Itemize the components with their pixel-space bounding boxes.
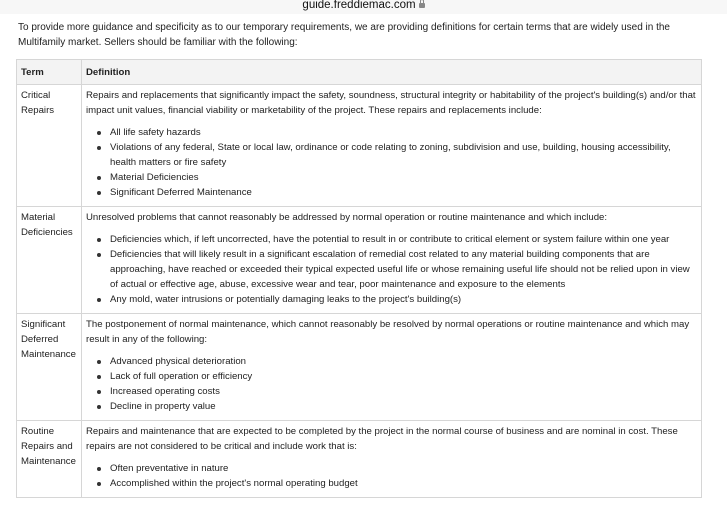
list-item (96, 125, 697, 140)
bullet-icon (97, 253, 101, 257)
list-item-text: Accomplished within the project's normal operating budget (110, 478, 358, 489)
definition-text: The postponement of normal maintenance, which cannot reasonably be resolved by normal operations or routine maintenance and which may result in any of the following: (86, 319, 690, 345)
definition-cell (82, 85, 702, 207)
definition-text: Repairs and replacements that significantly impact the safety, soundness, structural integrity or habitability of the project's building(s) and/or that impact unit values, financial viability or marketability of the project. These repairs and replacements include: (86, 90, 696, 116)
bullet-icon (97, 390, 101, 394)
list-item-text: Increased operating costs (110, 386, 220, 397)
column-header-term: Term (17, 60, 82, 85)
list-item (96, 399, 697, 414)
bullet-icon (97, 238, 101, 242)
term-cell: Significant Deferred Maintenance (17, 314, 82, 421)
list-item-text: Violations of any federal, State or local law, ordinance or code relating to zoning, subdivision and use, building, housing accessibility, health matters or fire safety (110, 142, 671, 168)
bullet-icon (97, 467, 101, 471)
term-cell: Material Deficiencies (17, 207, 82, 314)
list-item-text: Advanced physical deterioration (110, 356, 246, 367)
bullet-icon (97, 131, 101, 135)
list-item-text: Lack of full operation or efficiency (110, 371, 253, 382)
table-row (17, 85, 702, 207)
address-bar[interactable] (0, 0, 727, 14)
url-text[interactable]: guide.freddiemac.com (302, 0, 416, 11)
definition-text: Unresolved problems that cannot reasonably be addressed by normal operation or routine maintenance and which include: (86, 212, 608, 223)
bullet-icon (97, 146, 101, 150)
definition-text: Repairs and maintenance that are expected to be completed by the project in the normal course of business and are nominal in cost. These repairs are not considered to be critical and include work that is: (86, 426, 678, 452)
column-header-definition: Definition (82, 60, 702, 85)
definitions-table (16, 59, 702, 498)
table-row (17, 207, 702, 314)
list-item (96, 170, 697, 185)
table-row (17, 421, 702, 498)
bullet-list (86, 232, 697, 307)
bullet-icon (97, 482, 101, 486)
definition-cell (82, 421, 702, 498)
list-item (96, 247, 697, 292)
list-item-text: Deficiencies which, if left uncorrected, have the potential to result in or contribute to critical element or system failure within one year (110, 234, 670, 245)
list-item-text: Any mold, water intrusions or potentially damaging leaks to the project's building(s) (110, 294, 462, 305)
table-row (17, 314, 702, 421)
bullet-icon (97, 375, 101, 379)
intro-paragraph: To provide more guidance and specificity as to our temporary requirements, we are providing definitions for certain terms that are widely used in the Multifamily market. Sellers should be familiar with the following: (18, 22, 670, 48)
list-item-text: Deficiencies that will likely result in a significant escalation of remedial cost related to any material building components that are approaching, have reached or exceeded their typical expected useful life or whose remaining useful life should not be relied upon in view of actual or effective age, abuse, excessive wear and tear, poor maintenance and exposure to the elements (110, 249, 690, 290)
list-item (96, 232, 697, 247)
list-item (96, 140, 697, 170)
list-item-text: Often preventative in nature (110, 463, 229, 474)
definition-cell (82, 207, 702, 314)
term-cell: Critical Repairs (17, 85, 82, 207)
list-item (96, 354, 697, 369)
list-item (96, 369, 697, 384)
list-item-text: Significant Deferred Maintenance (110, 187, 252, 198)
bullet-icon (97, 191, 101, 195)
bullet-list (86, 461, 697, 491)
bullet-icon (97, 405, 101, 409)
list-item (96, 292, 697, 307)
term-cell: Routine Repairs and Maintenance (17, 421, 82, 498)
table-header-row (17, 60, 702, 85)
bullet-list (86, 354, 697, 414)
bullet-icon (97, 298, 101, 302)
list-item (96, 185, 697, 200)
lock-icon (419, 3, 425, 8)
list-item (96, 476, 697, 491)
list-item-text: Decline in property value (110, 401, 216, 412)
definition-cell (82, 314, 702, 421)
list-item (96, 384, 697, 399)
list-item (96, 461, 697, 476)
list-item-text: All life safety hazards (110, 127, 201, 138)
bullet-icon (97, 360, 101, 364)
bullet-list (86, 125, 697, 200)
bullet-icon (97, 176, 101, 180)
list-item-text: Material Deficiencies (110, 172, 199, 183)
